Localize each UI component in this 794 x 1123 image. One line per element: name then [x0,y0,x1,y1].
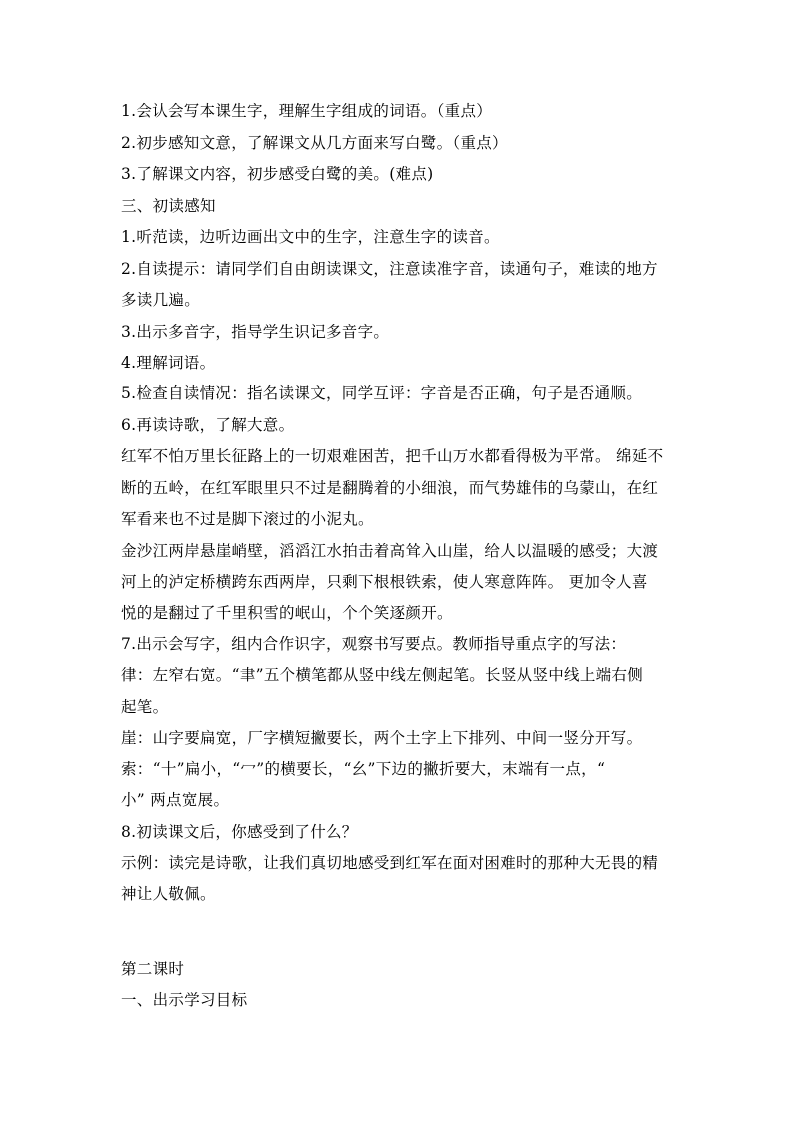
text-line: 断的五岭，在红军眼里只不过是翻腾着的小细浪，而气势雄伟的乌蒙山，在红 [121,479,659,497]
text-line: 小” 两点宽展。 [121,791,230,809]
text-line: 军看来也不过是脚下滚过的小泥丸。 [121,510,374,528]
text-line: 3.了解课文内容，初步感受白鹭的美。(难点) [121,165,434,183]
text-line: 2.自读提示：请同学们自由朗读课文，注意读准字音，读通句子，难读的地方 [121,260,658,278]
section-heading: 三、初读感知 [121,197,216,215]
text-line: 金沙江两岸悬崖峭壁，滔滔江水拍击着高耸入山崖，给人以温暖的感受；大渡 [121,542,659,560]
text-line: 2.初步感知文意，了解课文从几方面来写白鹭。（重点） [121,134,508,152]
section-heading: 一、出示学习目标 [121,991,248,1009]
text-line: 索：“十”扁小，“冖”的横要长，“幺”下边的撇折要大，末端有一点，“ [121,760,606,778]
text-line: 5.检查自读情况：指名读课文，同学互评：字音是否正确，句子是否通顺。 [121,384,642,402]
text-line: 1.会认会写本课生字，理解生字组成的词语。（重点） [121,102,493,120]
text-line: 8.初读课文后，你感受到了什么？ [121,823,358,841]
text-line: 多读几遍。 [121,291,201,309]
text-line: 河上的泸定桥横跨东西两岸，只剩下根根铁索，使人寒意阵阵。 更加令人喜 [121,573,648,591]
text-line: 起笔。 [121,698,169,716]
text-line: 1.听范读，边听边画出文中的生字，注意生字的读音。 [121,228,500,246]
text-line: 示例：读完是诗歌，让我们真切地感受到红军在面对困难时的那种大无畏的精 [121,854,659,872]
text-line: 7.出示会写字，组内合作识字，观察书写要点。教师指导重点字的写法： [121,635,627,653]
text-line: 崖：山字要扁宽，厂字横短撇要长，两个土字上下排列、中间一竖分开写。 [121,729,643,747]
text-line: 律：左窄右宽。“聿”五个横笔都从竖中线左侧起笔。长竖从竖中线上端右侧 [121,666,644,684]
text-line: 3.出示多音字，指导学生识记多音字。 [121,323,390,341]
text-line: 神让人敬佩。 [121,885,216,903]
section-heading: 第二课时 [121,960,185,978]
text-line: 4.理解词语。 [121,354,216,372]
text-line: 6.再读诗歌，了解大意。 [121,416,295,434]
text-line: 悦的是翻过了千里积雪的岷山，个个笑逐颜开。 [121,604,453,622]
text-line: 红军不怕万里长征路上的一切艰难困苦，把千山万水都看得极为平常。 绵延不 [121,447,664,465]
